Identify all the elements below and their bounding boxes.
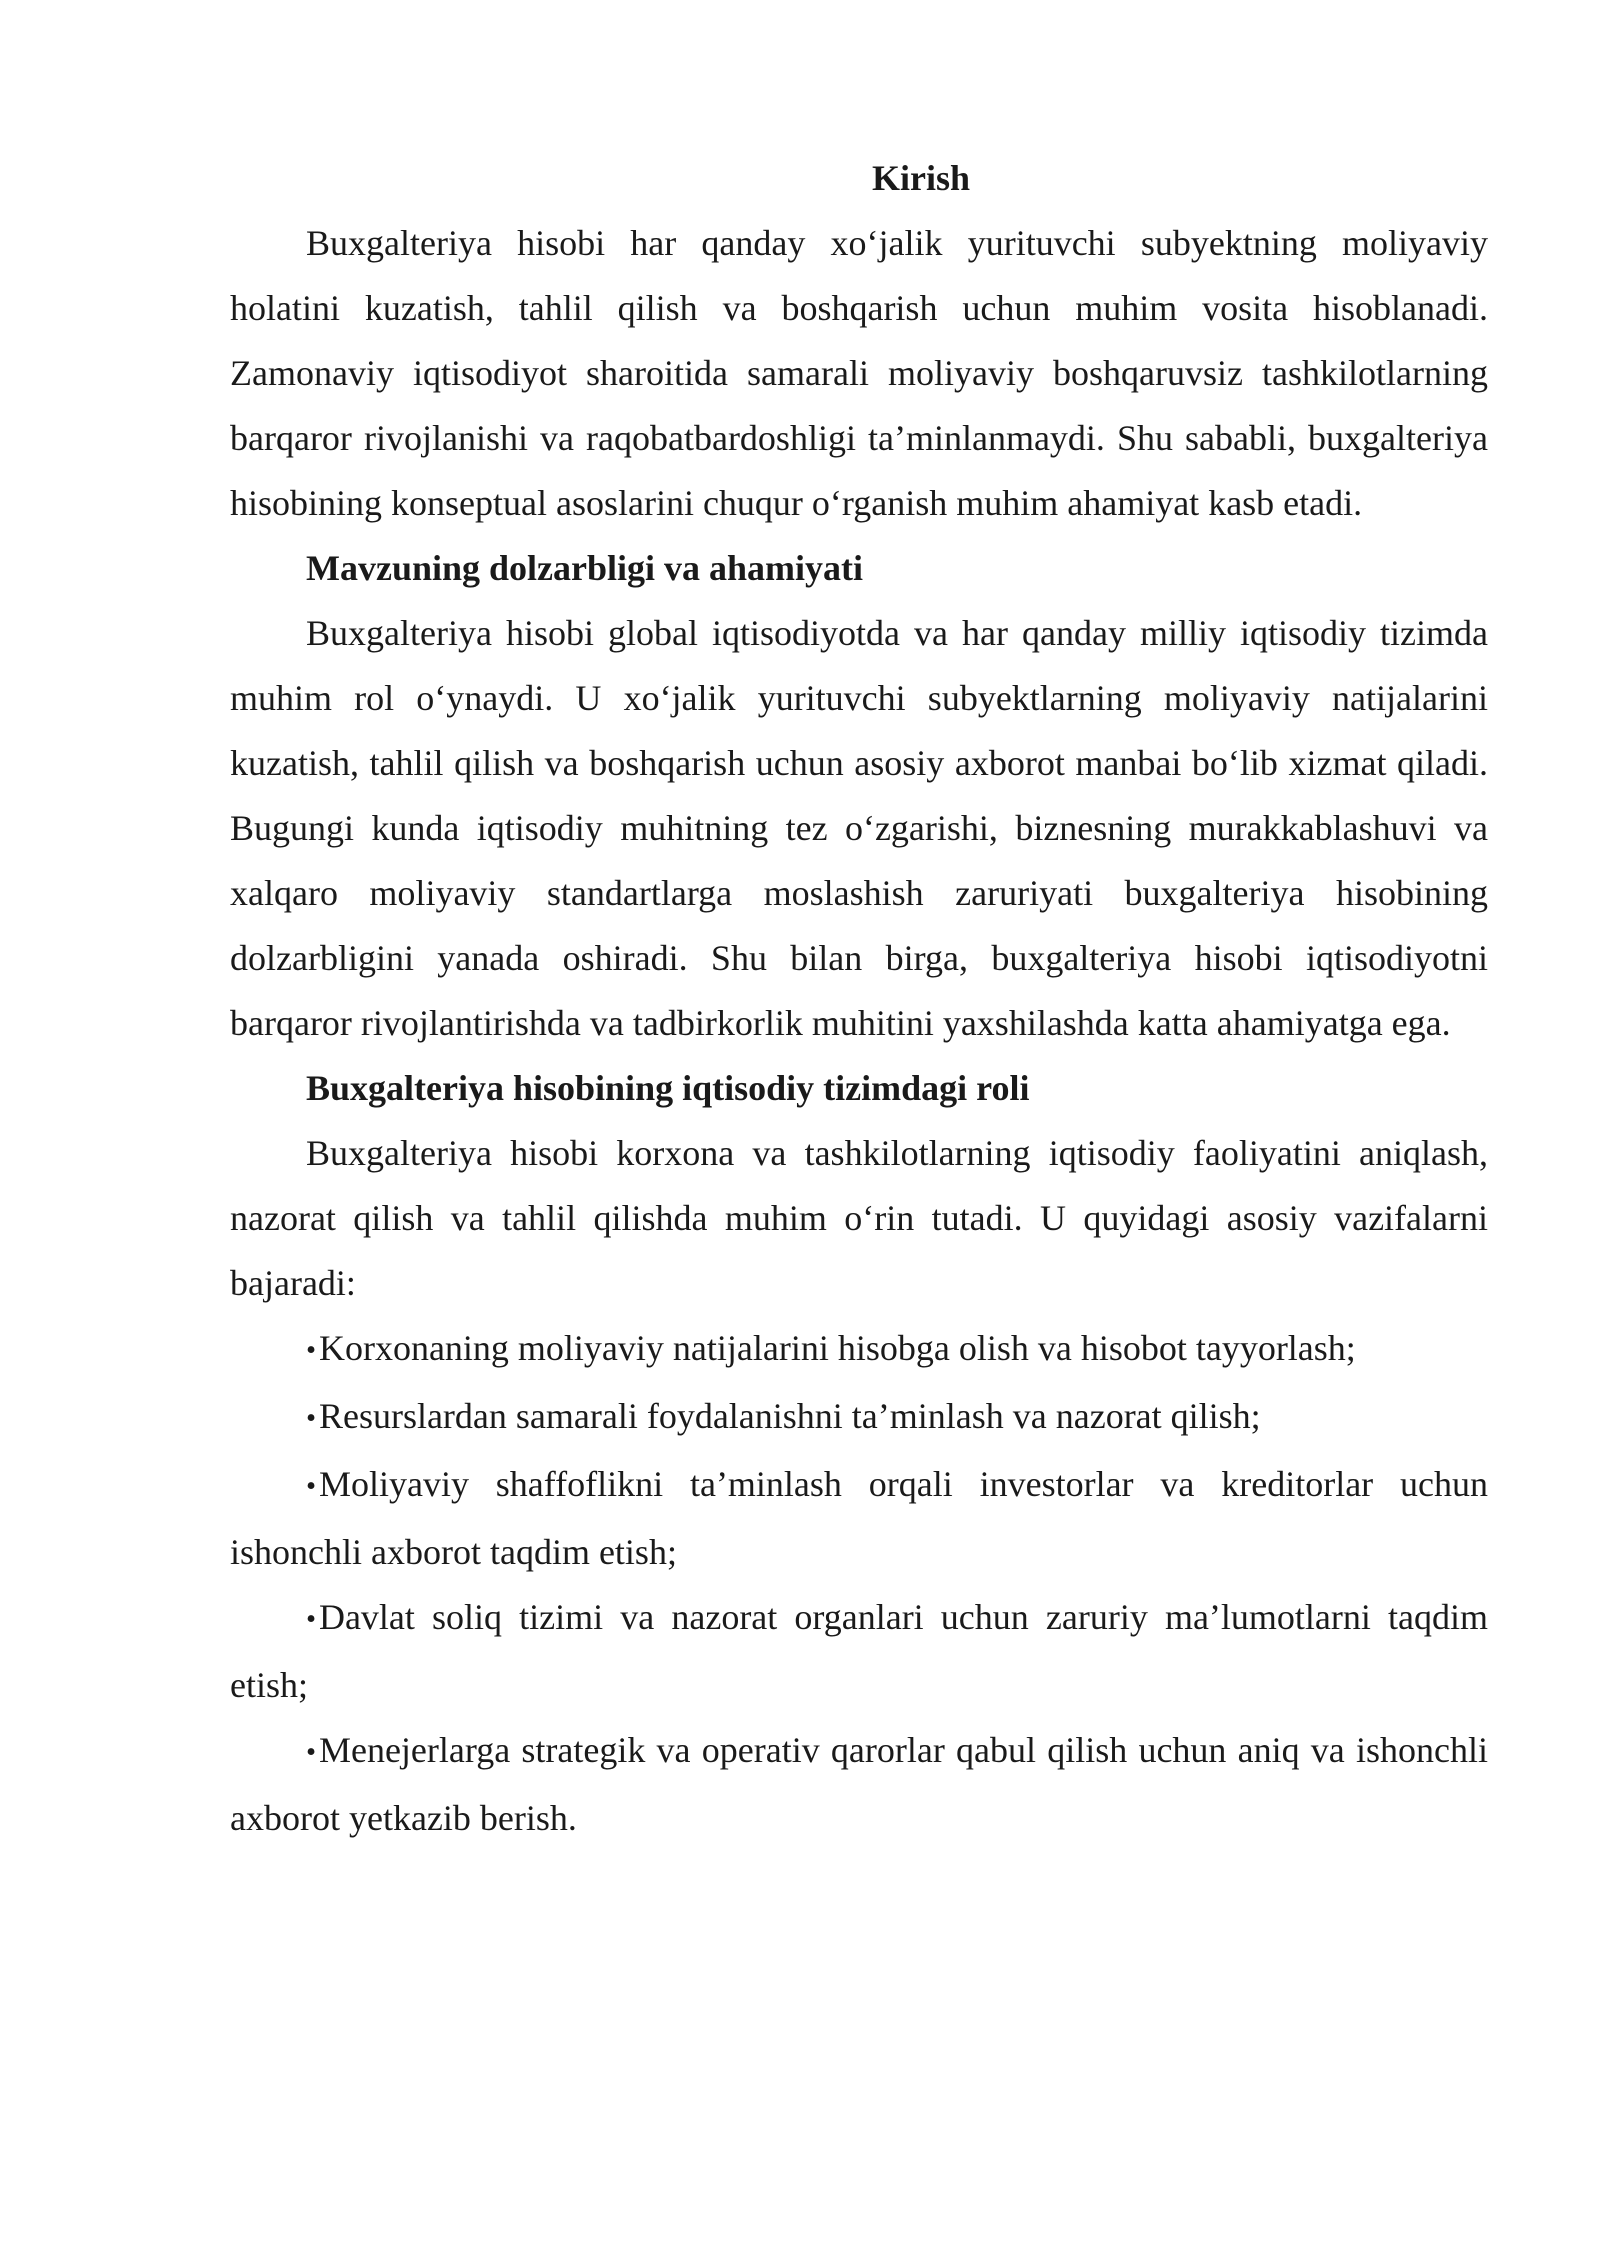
bullet-icon: • bbox=[306, 1735, 317, 1768]
document-title: Kirish bbox=[871, 158, 970, 198]
list-item bbox=[230, 1718, 1488, 1851]
list-item-text: Moliyaviy shaffoflikni ta’minlash orqali investorlar va kreditorlar uchun ishonchli axborot taqdim etish; bbox=[230, 1464, 1488, 1572]
tasks-list bbox=[230, 1316, 1488, 1851]
bullet-icon: • bbox=[306, 1333, 317, 1366]
section-heading-role: Buxgalteriya hisobining iqtisodiy tizimdagi roli bbox=[306, 1068, 1030, 1108]
list-item bbox=[230, 1384, 1488, 1452]
relevance-paragraph: Buxgalteriya hisobi global iqtisodiyotda va har qanday milliy iqtisodiy tizimda muhim rol o‘ynaydi. U xo‘jalik yurituvchi subyektlarning moliyaviy natijalarini kuzatish, tahlil qilish va boshqarish uchun asosiy axborot manbai bo‘lib xizmat qiladi. Bugungi kunda iqtisodiy muhitning tez o‘zgarishi, biznesning murakkablashuvi va xalqaro moliyaviy standartlarga moslashish zaruriyati buxgalteriya hisobining dolzarbligini yanada oshiradi. Shu bilan birga, buxgalteriya hisobi iqtisodiyotni barqaror rivojlantirishda va tadbirkorlik muhitini yaxshilashda katta ahamiyatga ega. bbox=[230, 613, 1488, 1043]
list-item-text: Davlat soliq tizimi va nazorat organlari uchun zaruriy ma’lumotlarni taqdim etish; bbox=[230, 1597, 1488, 1705]
list-item-text: Resurslardan samarali foydalanishni ta’minlash va nazorat qilish; bbox=[318, 1396, 1261, 1436]
bullet-icon: • bbox=[306, 1401, 317, 1434]
role-paragraph: Buxgalteriya hisobi korxona va tashkilotlarning iqtisodiy faoliyatini aniqlash, nazorat qilish va tahlil qilishda muhim o‘rin tutadi. U quyidagi asosiy vazifalarni bajaradi: bbox=[230, 1133, 1488, 1303]
list-item-text: Korxonaning moliyaviy natijalarini hisobga olish va hisobot tayyorlash; bbox=[318, 1328, 1356, 1368]
list-item bbox=[230, 1452, 1488, 1585]
list-item bbox=[230, 1585, 1488, 1718]
document-page bbox=[230, 146, 1488, 1851]
bullet-icon: • bbox=[306, 1602, 317, 1635]
list-item-text: Menejerlarga strategik va operativ qarorlar qabul qilish uchun aniq va ishonchli axborot yetkazib berish. bbox=[230, 1730, 1488, 1838]
bullet-icon: • bbox=[306, 1469, 317, 1502]
list-item bbox=[230, 1316, 1488, 1384]
intro-paragraph: Buxgalteriya hisobi har qanday xo‘jalik yurituvchi subyektning moliyaviy holatini kuzatish, tahlil qilish va boshqarish uchun muhim vosita hisoblanadi. Zamonaviy iqtisodiyot sharoitida samarali moliyaviy boshqaruvsiz tashkilotlarning barqaror rivojlanishi va raqobatbardoshligi ta’minlanmaydi. Shu sababli, buxgalteriya hisobining konseptual asoslarini chuqur o‘rganish muhim ahamiyat kasb etadi. bbox=[230, 223, 1488, 523]
section-heading-relevance: Mavzuning dolzarbligi va ahamiyati bbox=[306, 548, 864, 588]
